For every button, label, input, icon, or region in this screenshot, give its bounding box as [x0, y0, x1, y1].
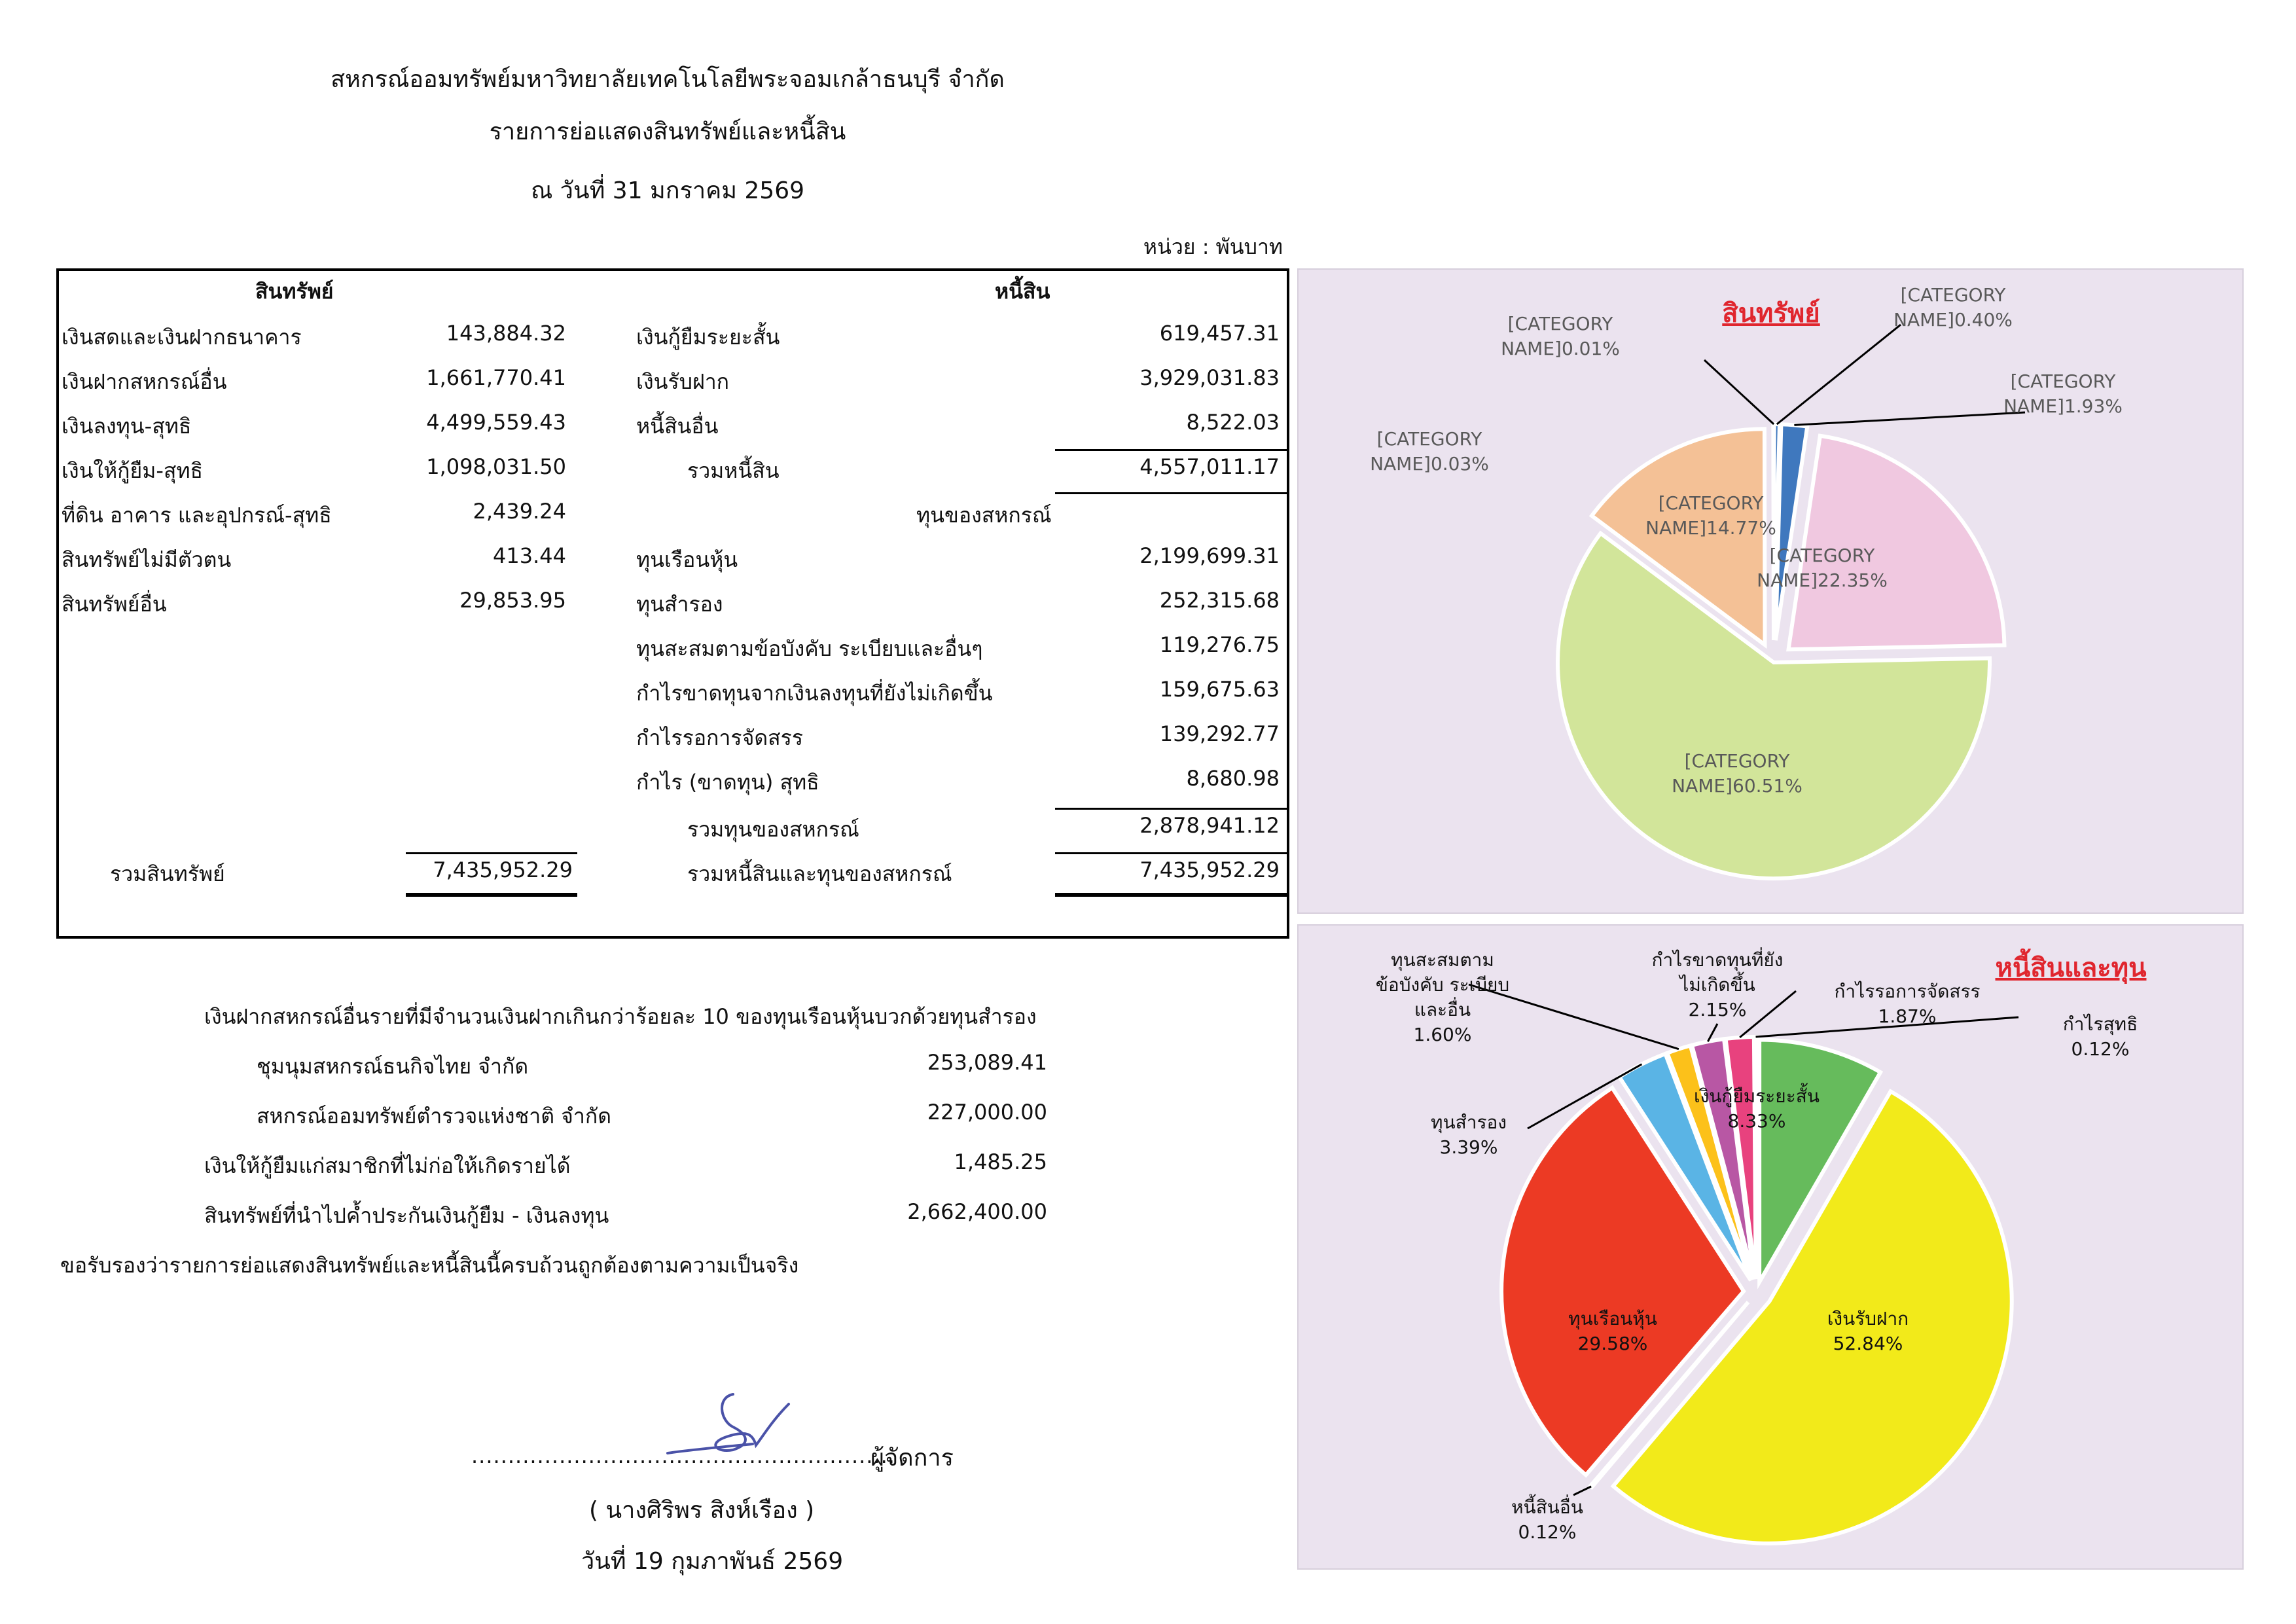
liability-label: เงินกู้ยืมระยะสั้น — [636, 325, 780, 350]
total-equity-rule — [1055, 808, 1287, 810]
total-liab-equity-value: 7,435,952.29 — [1139, 857, 1280, 882]
liability-value: 3,929,031.83 — [1139, 365, 1280, 390]
leader-line — [1704, 360, 1774, 424]
pie-slice — [1789, 436, 2005, 649]
pie-data-label: [CATEGORY NAME]14.77% — [1645, 492, 1776, 539]
certify-statement: ขอรับรองว่ารายการย่อแสดงสินทรัพย์และหนี้สินนี้ครบถ้วนถูกต้องตามความเป็นจริง — [60, 1253, 799, 1278]
asset-label: เงินฝากสหกรณ์อื่น — [62, 369, 227, 394]
assets-pie-chart — [1299, 270, 2245, 915]
asset-label: สินทรัพย์อื่น — [62, 592, 167, 617]
equity-label: ทุนเรือนหุ้น — [636, 547, 738, 572]
signature-date: วันที่ 19 กุมภาพันธ์ 2569 — [581, 1548, 844, 1575]
deposit-value: 253,089.41 — [927, 1050, 1047, 1075]
asset-value: 29,853.95 — [459, 588, 566, 613]
asset-label: ที่ดิน อาคาร และอุปกรณ์-สุทธิ — [62, 503, 332, 528]
equity-value: 2,199,699.31 — [1139, 543, 1280, 568]
pie-data-label: หนี้สินอื่น 0.12% — [1511, 1496, 1583, 1543]
total-liab-equity-double-rule — [1055, 893, 1287, 897]
report-date: ณ วันที่ 31 มกราคม 2569 — [530, 177, 805, 204]
liabilities-header: หนี้สิน — [995, 279, 1050, 304]
equity-value: 159,675.63 — [1159, 677, 1280, 702]
pie-data-label: ทุนสะสมตามข้อบังคับ ระเบียบและอื่น 1.60% — [1375, 949, 1510, 1045]
total-liabilities-value: 4,557,011.17 — [1139, 454, 1280, 479]
pie-data-label: กำไรขาดทุนที่ยังไม่เกิดขึ้น 2.15% — [1651, 949, 1784, 1020]
pie-data-label: กำไรสุทธิ 0.12% — [2062, 1013, 2138, 1060]
asset-value: 1,661,770.41 — [426, 365, 566, 390]
total-assets-rule — [406, 852, 577, 854]
pie-data-label: เงินกู้ยืมระยะสั้น 8.33% — [1694, 1085, 1820, 1132]
pie-data-label: [CATEGORY NAME]22.35% — [1757, 545, 1888, 591]
signature-dots: .......................................................... — [471, 1443, 895, 1468]
unit-label: หน่วย : พันบาท — [1143, 234, 1283, 259]
liab-chart-title: หนี้สินและทุน — [1995, 953, 2147, 983]
pie-data-label: [CATEGORY NAME]0.01% — [1501, 313, 1620, 359]
leader-line — [1794, 412, 2025, 425]
report-title: รายการย่อแสดงสินทรัพย์และหนี้สิน — [489, 118, 846, 145]
org-name: สหกรณ์ออมทรัพย์มหาวิทยาลัยเทคโนโลยีพระจอมเกล้าธนบุรี จำกัด — [331, 66, 1005, 93]
total-liab-equity-label: รวมหนี้สินและทุนของสหกรณ์ — [687, 861, 952, 886]
total-liabilities-label: รวมหนี้สิน — [687, 458, 780, 483]
pie-data-label: [CATEGORY NAME]0.40% — [1893, 284, 2013, 331]
liab-equity-pie-chart — [1299, 926, 2245, 1571]
equity-value: 119,276.75 — [1159, 632, 1280, 657]
total-liabilities-rule — [1055, 449, 1287, 451]
liab-chart-panel — [1297, 924, 2244, 1570]
assets-chart-panel — [1297, 268, 2244, 914]
pie-slice — [1755, 1037, 1757, 1279]
signature-title: ผู้จัดการ — [870, 1445, 954, 1471]
pie-data-label: กำไรรอการจัดสรร 1.87% — [1834, 981, 1981, 1027]
equity-label: กำไรรอการจัดสรร — [636, 725, 803, 750]
total-liabilities-underline — [1055, 492, 1287, 494]
pie-data-label: เงินรับฝาก 52.84% — [1827, 1308, 1909, 1354]
asset-value: 1,098,031.50 — [426, 454, 566, 479]
pie-data-label: ทุนสำรอง 3.39% — [1431, 1111, 1507, 1158]
equity-header: ทุนของสหกรณ์ — [916, 503, 1052, 528]
leader-line — [1777, 325, 1901, 424]
liability-label: เงินรับฝาก — [636, 369, 730, 394]
equity-label: กำไรขาดทุนจากเงินลงทุนที่ยังไม่เกิดขึ้น — [636, 681, 993, 706]
equity-label: กำไร (ขาดทุน) สุทธิ — [636, 770, 819, 795]
asset-value: 413.44 — [493, 543, 566, 568]
equity-value: 252,315.68 — [1159, 588, 1280, 613]
asset-label: เงินลงทุน-สุทธิ — [62, 414, 192, 439]
nonperforming-label: เงินให้กู้ยืมแก่สมาชิกที่ไม่ก่อให้เกิดรายได้ — [204, 1153, 571, 1178]
assets-header: สินทรัพย์ — [255, 279, 334, 304]
asset-value: 143,884.32 — [446, 321, 566, 346]
pie-data-label: [CATEGORY NAME]1.93% — [2003, 370, 2123, 417]
pie-data-label: ทุนเรือนหุ้น 29.58% — [1568, 1308, 1657, 1354]
asset-value: 2,439.24 — [473, 499, 566, 524]
equity-label: ทุนสำรอง — [636, 592, 723, 617]
deposit-note: เงินฝากสหกรณ์อื่นรายที่มีจำนวนเงินฝากเกินกว่าร้อยละ 10 ของทุนเรือนหุ้นบวกด้วยทุนสำรอง — [204, 1004, 1037, 1029]
asset-label: เงินสดและเงินฝากธนาคาร — [62, 325, 302, 350]
collateral-label: สินทรัพย์ที่นำไปค้ำประกันเงินกู้ยืม - เงินลงทุน — [204, 1203, 609, 1228]
total-equity-value: 2,878,941.12 — [1139, 813, 1280, 838]
nonperforming-value: 1,485.25 — [954, 1149, 1047, 1174]
assets-chart-title: สินทรัพย์ — [1722, 298, 1820, 329]
asset-label: เงินให้กู้ยืม-สุทธิ — [62, 458, 204, 483]
deposit-value: 227,000.00 — [927, 1100, 1047, 1125]
equity-value: 139,292.77 — [1159, 721, 1280, 746]
liability-value: 8,522.03 — [1186, 410, 1280, 435]
total-assets-label: รวมสินทรัพย์ — [110, 861, 225, 886]
total-equity-underline — [1055, 852, 1287, 854]
pie-data-label: [CATEGORY NAME]60.51% — [1672, 750, 1803, 797]
collateral-value: 2,662,400.00 — [907, 1199, 1047, 1224]
asset-label: สินทรัพย์ไม่มีตัวตน — [62, 547, 232, 572]
liability-value: 619,457.31 — [1159, 321, 1280, 346]
total-equity-label: รวมทุนของสหกรณ์ — [687, 817, 859, 842]
pie-data-label: [CATEGORY NAME]0.03% — [1370, 428, 1489, 475]
equity-label: ทุนสะสมตามข้อบังคับ ระเบียบและอื่นๆ — [636, 636, 983, 661]
leader-line — [1740, 991, 1796, 1038]
liability-label: หนี้สินอื่น — [636, 414, 719, 439]
equity-value: 8,680.98 — [1186, 766, 1280, 791]
signature-name: ( นางศิริพร สิงห์เรือง ) — [589, 1497, 815, 1524]
total-assets-value: 7,435,952.29 — [433, 857, 573, 882]
deposit-label: ชุมนุมสหกรณ์ธนกิจไทย จำกัด — [257, 1054, 529, 1079]
total-assets-double-rule — [406, 893, 577, 897]
asset-value: 4,499,559.43 — [426, 410, 566, 435]
leader-line — [1573, 1487, 1591, 1495]
deposit-label: สหกรณ์ออมทรัพย์ตำรวจแห่งชาติ จำกัด — [257, 1104, 612, 1128]
